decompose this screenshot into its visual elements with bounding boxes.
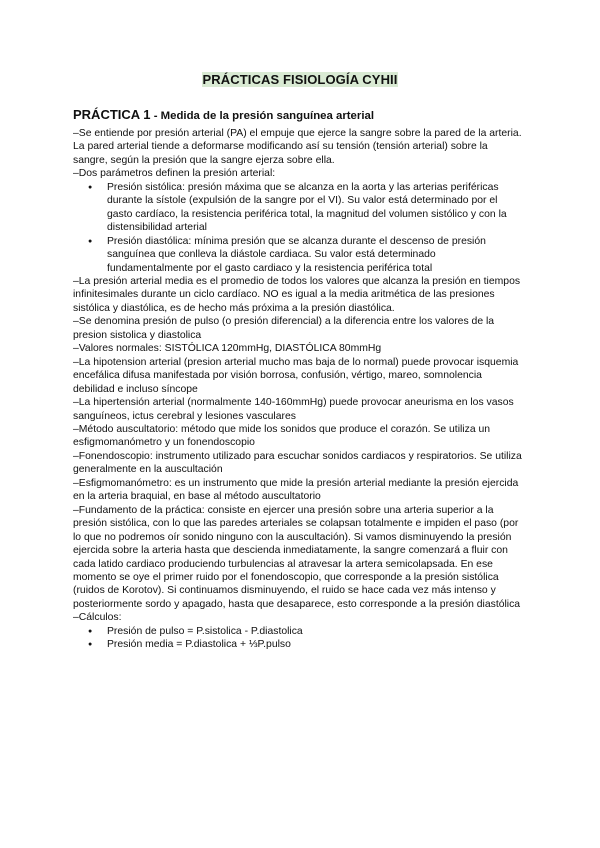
paragraph-pulse-pressure: –Se denomina presión de pulso (o presión diferencial) a la diferencia entre los valores de la presion sistolica y diastolica xyxy=(73,316,495,341)
document-title xyxy=(0,72,600,87)
paragraph-definition: –Se entiende por presión arterial (PA) el empuje que ejerce la sangre sobre la pared de la arteria. La pared arterial tiende a deformarse modificando así su tensión (tensión arterial) sobre la sangre, según la presión que la sangre ejerza sobre ella. xyxy=(73,128,522,166)
section-heading-main: PRÁCTICA 1 xyxy=(73,107,151,122)
document-body xyxy=(73,106,523,652)
paragraph-sphygmomanometer: –Esfigmomanómetro: es un instrumento que mide la presión arterial mediante la presión ejercida en la arteria braquial, en base al método auscultatorio xyxy=(73,477,519,503)
paragraph-calculations: –Cálculos: xyxy=(73,612,122,624)
paragraph-hypertension: –La hipertensión arterial (normalmente 140-160mmHg) puede provocar aneurisma en los vasos sanguíneos, ictus cerebral y lesiones vasculares xyxy=(73,397,514,422)
list-item-systolic: ● Presión sistólica: presión máxima que se alcanza en la aorta y las arterias periféricas durante la sístole (expulsión de la sangre por el VI). Su valor está determinado por el gasto cardíaco, la resistencia periférica total, la magnitud del volumen sistólico y con la distensibilidad arterial xyxy=(107,181,523,235)
list-item-pulse-formula: ● Presión de pulso = P.sistolica - P.diastolica xyxy=(107,625,523,638)
parameters-list xyxy=(73,181,523,275)
paragraph-auscultatory-method: –Método auscultatorio: método que mide los sonidos que produce el corazón. Se utiliza un esfigmomanómetro y un fonendoscopio xyxy=(73,423,491,449)
paragraph-fundamentals: –Fundamento de la práctica: consiste en ejercer una presión sobre una arteria superior a la presión sistólica, con lo que las paredes arteriales se colapsan totalmente e impiden el paso (por lo que no podremos oír sonido ninguno con la auscultación). Si vamos disminuyendo la presión ejercida sobre la arteria hasta que descienda inmediatamente, la sangre comenzará a fluir con cada latido cardiaco produciendo turbulencias al atravesar la artera semicolapsada. En ese momento se oye el primer ruido por el fonendoscopio, que corresponde a la presión sistólica (ruidos de Korotov). Si continuamos disminuyendo, el ruido se hace cada vez más intenso y posteriormente sordo y apagado, hasta que desaparece, esto corresponde a la presión diastólica xyxy=(73,504,521,610)
paragraph-parameters: –Dos parámetros definen la presión arterial: xyxy=(73,168,276,180)
calculations-list xyxy=(73,625,523,652)
list-item-diastolic: ● Presión diastólica: mínima presión que se alcanza durante el descenso de presión sanguínea que conlleva la diástole cardiaca. Su valor está determinado fundamentalmente por el gasto cardiaco y la resistencia periférica total xyxy=(107,235,523,275)
paragraph-stethoscope: –Fonendoscopio: instrumento utilizado para escuchar sonidos cardiacos y respiratorios. Se utiliza generalmente en la auscultación xyxy=(73,450,522,476)
section-heading xyxy=(73,106,523,125)
document-title-text: PRÁCTICAS FISIOLOGÍA CYHII xyxy=(202,72,398,87)
section-heading-sub: - Medida de la presión sanguínea arterial xyxy=(150,110,374,122)
paragraph-mean-pressure: –La presión arterial media es el promedio de todos los valores que alcanza la presión en tiempos infinitesimales durante un ciclo cardíaco. NO es igual a la media aritmética de las presiones sistólica y diastólica, es de hecho más próxima a la presión diastólica. xyxy=(73,275,521,314)
list-item-mean-formula: ● Presión media = P.diastolica + ⅓P.pulso xyxy=(107,638,523,651)
paragraph-normal-values: –Valores normales: SISTÓLICA 120mmHg, DIASTÓLICA 80mmHg xyxy=(73,343,382,355)
paragraph-hypotension: –La hipotension arterial (presion arterial mucho mas baja de lo normal) puede provocar isquemia encefálica difusa manifestada por visión borrosa, confusión, vértigo, mareo, somnolencia debilidad e incluso síncope xyxy=(73,356,519,395)
